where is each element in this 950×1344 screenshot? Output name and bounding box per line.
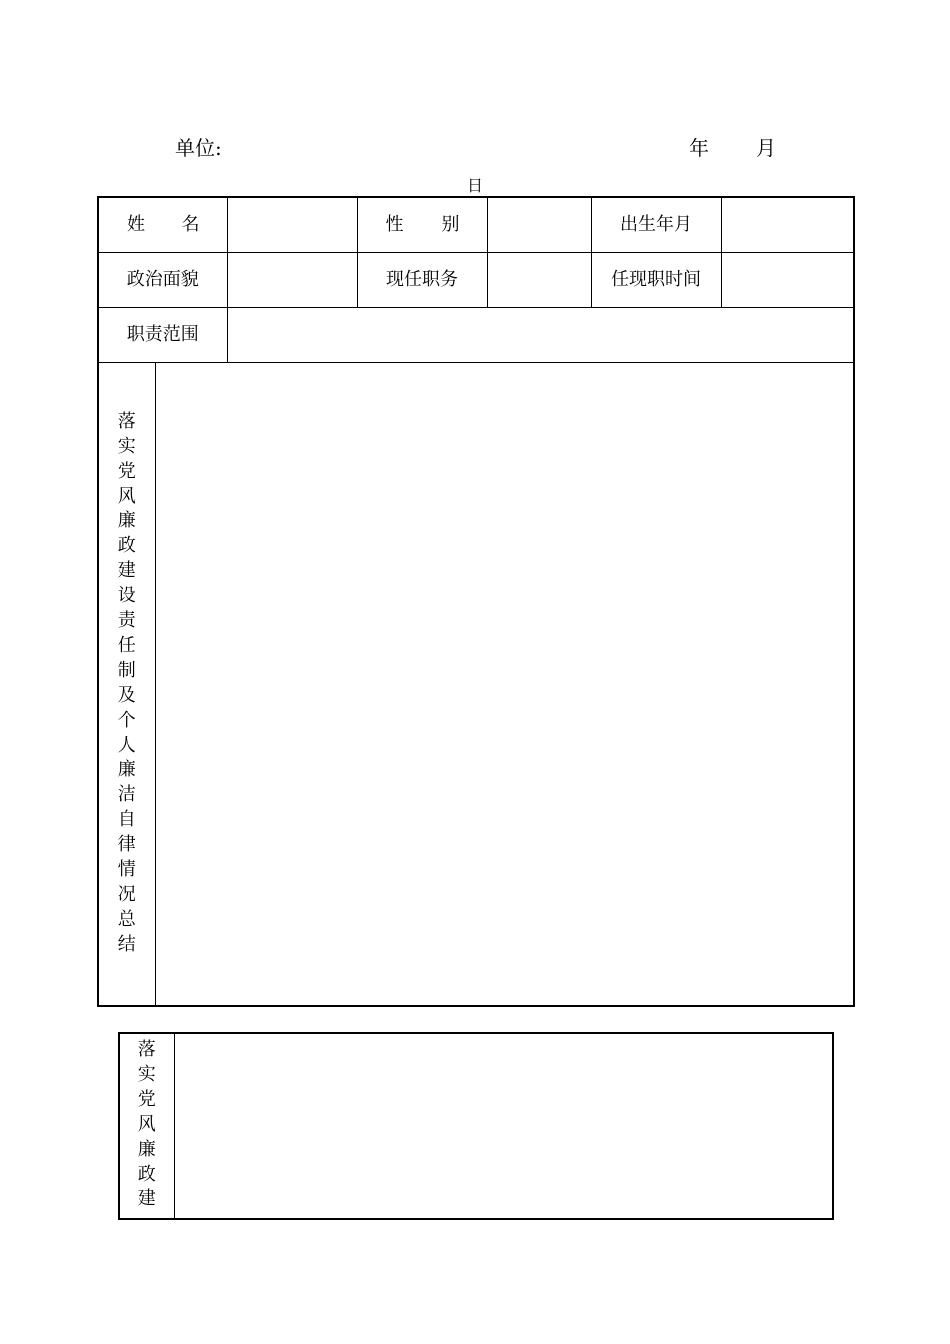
summary-label-char: 责 (117, 610, 136, 632)
summary-label-char: 廉 (117, 510, 136, 532)
current-position-value-cell[interactable] (487, 252, 591, 307)
summary-label-char: 结 (117, 933, 136, 955)
summary-label-char: 政 (117, 535, 136, 557)
second-content-cell[interactable] (174, 1033, 833, 1219)
current-position-label-cell: 现任职务 (357, 252, 487, 307)
summary-label-char: 制 (117, 659, 136, 681)
name-value-cell[interactable] (227, 197, 357, 252)
birth-label-cell: 出生年月 (591, 197, 721, 252)
birth-value-cell[interactable] (721, 197, 854, 252)
political-status-label-cell: 政治面貌 (98, 252, 227, 307)
second-label-cell (119, 1033, 174, 1219)
duty-scope-value-cell[interactable] (227, 307, 854, 362)
summary-content-cell[interactable] (155, 362, 854, 1006)
month-label: 月 (756, 136, 776, 160)
gender-label-char-2: 别 (441, 213, 460, 235)
summary-label-char: 实 (117, 435, 136, 457)
tenure-value-cell[interactable] (721, 252, 854, 307)
summary-label-char: 自 (117, 809, 136, 831)
summary-label-char: 情 (117, 859, 136, 881)
name-label-char-1: 姓 (127, 213, 145, 235)
second-label-char: 风 (137, 1113, 156, 1135)
duty-scope-label-cell: 职责范围 (98, 307, 227, 362)
name-label-char-2: 名 (181, 213, 200, 235)
gender-label-char-1: 性 (385, 213, 404, 235)
second-label-char: 实 (137, 1063, 156, 1085)
summary-label-char: 建 (117, 560, 136, 582)
summary-label-char: 及 (117, 684, 136, 706)
summary-label-char: 人 (117, 734, 136, 756)
summary-label-char: 落 (117, 410, 136, 432)
unit-label: 单位: (175, 136, 222, 160)
summary-label-char: 洁 (117, 784, 136, 806)
second-label-char: 政 (137, 1163, 156, 1185)
summary-label-cell (98, 362, 155, 1006)
year-label: 年 (689, 136, 709, 160)
political-status-value-cell[interactable] (227, 252, 357, 307)
second-vertical-label (120, 1034, 174, 1212)
tenure-label-cell: 任现职时间 (591, 252, 721, 307)
second-label-char: 建 (137, 1188, 156, 1210)
summary-label-char: 况 (117, 884, 136, 905)
summary-label-char: 廉 (117, 759, 136, 781)
summary-label-char: 任 (117, 634, 136, 656)
summary-label-char: 风 (117, 485, 136, 507)
summary-label-char: 设 (117, 585, 136, 607)
summary-vertical-label (99, 410, 155, 958)
second-label-char: 廉 (137, 1138, 156, 1160)
second-label-char: 落 (137, 1039, 156, 1060)
second-label-char: 党 (137, 1088, 156, 1110)
day-label: 日 (467, 176, 484, 195)
summary-label-char: 个 (117, 709, 136, 731)
summary-label-char: 党 (117, 460, 136, 482)
summary-label-char: 律 (117, 834, 136, 856)
name-label-cell (98, 197, 227, 252)
personal-info-form (97, 196, 855, 1007)
gender-value-cell[interactable] (487, 197, 591, 252)
summary-label-char: 总 (117, 908, 136, 930)
gender-label-cell (357, 197, 487, 252)
second-form (118, 1032, 834, 1220)
